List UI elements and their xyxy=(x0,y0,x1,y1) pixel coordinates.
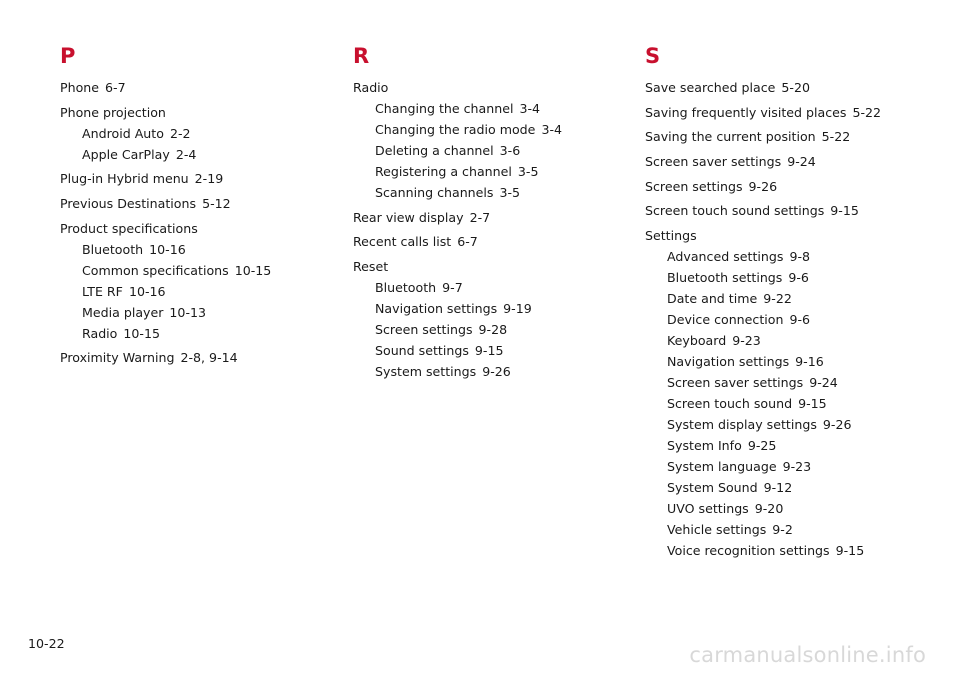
index-subentry xyxy=(645,435,935,456)
index-page-ref: 9-7 xyxy=(442,280,463,296)
index-term: Phone xyxy=(60,80,100,95)
index-page-ref: 10-16 xyxy=(149,241,186,257)
index-subentry xyxy=(645,372,935,393)
index-page-ref: 9-25 xyxy=(747,438,777,454)
index-subentry xyxy=(353,161,643,182)
index-subterm: System language xyxy=(667,459,777,475)
index-entry xyxy=(645,225,935,246)
index-term: Settings xyxy=(645,228,697,244)
index-subterm: System Info xyxy=(667,438,742,454)
index-page-ref: 9-15 xyxy=(830,203,859,219)
index-subterm: System settings xyxy=(375,364,477,380)
index-page-ref: 9-24 xyxy=(787,154,816,170)
index-subterm: Bluetooth xyxy=(82,241,144,257)
index-entry xyxy=(353,77,643,98)
index-subentry xyxy=(353,277,643,298)
index-subentry xyxy=(645,351,935,372)
index-subentry xyxy=(645,330,935,351)
index-subterm: Android Auto xyxy=(82,125,164,141)
index-subentry xyxy=(60,260,350,281)
index-subentry xyxy=(645,477,935,498)
index-term: Reset xyxy=(353,259,389,275)
index-subterm: Bluetooth settings xyxy=(667,270,783,286)
index-subterm: Scanning channels xyxy=(375,185,494,200)
index-column-p xyxy=(60,44,350,372)
page-number: 10-22 xyxy=(28,636,65,651)
index-term: Screen saver settings xyxy=(645,154,782,170)
index-subterm: Keyboard xyxy=(667,333,727,349)
index-subentry xyxy=(60,302,350,323)
index-page-ref: 10-13 xyxy=(169,304,207,320)
index-subentry xyxy=(60,144,350,165)
index-subentry xyxy=(60,323,350,344)
index-subentry xyxy=(645,456,935,477)
index-subentry xyxy=(645,498,935,519)
index-letter-heading: S xyxy=(645,44,661,68)
index-page-ref: 10-15 xyxy=(234,262,272,278)
index-term: Saving frequently visited places xyxy=(645,104,847,120)
index-subterm: UVO settings xyxy=(667,501,749,517)
index-page-ref: 2-4 xyxy=(175,146,197,162)
index-page-ref: 6-7 xyxy=(105,80,126,95)
index-subterm: Media player xyxy=(82,304,164,320)
index-page-ref: 9-15 xyxy=(474,343,504,359)
index-page-ref: 9-26 xyxy=(748,178,778,194)
index-subentry xyxy=(353,319,643,340)
index-entry xyxy=(645,200,935,221)
index-subentry xyxy=(60,281,350,302)
index-page-ref: 10-15 xyxy=(123,325,160,341)
index-entry xyxy=(645,77,935,98)
index-entry xyxy=(60,168,350,189)
index-page-ref: 2-7 xyxy=(469,209,491,225)
index-page-ref: 2-8, 9-14 xyxy=(180,350,238,366)
index-entry xyxy=(353,256,643,277)
index-term: Proximity Warning xyxy=(60,350,175,366)
index-page-ref: 2-19 xyxy=(194,171,224,187)
watermark: carmanualsonline.info xyxy=(689,643,926,667)
index-subentry xyxy=(353,340,643,361)
index-term: Plug-in Hybrid menu xyxy=(60,171,189,187)
index-page-ref: 5-22 xyxy=(821,129,851,145)
index-subterm: Radio xyxy=(82,325,118,341)
index-subentry xyxy=(645,414,935,435)
index-entry xyxy=(645,126,935,147)
index-subterm: Screen touch sound xyxy=(667,396,793,412)
index-subentry xyxy=(645,519,935,540)
index-subterm: Navigation settings xyxy=(375,301,498,317)
index-subterm: Bluetooth xyxy=(375,280,437,296)
index-page-ref: 9-26 xyxy=(482,364,511,380)
index-page-ref: 9-12 xyxy=(763,480,793,496)
index-entry xyxy=(353,231,643,252)
index-subentry xyxy=(645,393,935,414)
index-page-ref: 3-4 xyxy=(519,101,541,116)
index-page-ref: 9-20 xyxy=(754,501,784,517)
index-subterm: Voice recognition settings xyxy=(667,543,830,559)
index-subterm: Screen saver settings xyxy=(667,375,804,391)
index-entry xyxy=(645,102,935,123)
index-column-s xyxy=(645,44,935,565)
index-page-ref: 9-6 xyxy=(788,270,809,286)
index-entry xyxy=(353,207,643,228)
index-entry xyxy=(60,218,350,239)
index-term: Previous Destinations xyxy=(60,196,197,212)
index-subterm: Navigation settings xyxy=(667,354,790,370)
index-column-r xyxy=(353,44,643,386)
index-subentry xyxy=(645,267,935,288)
index-page-ref: 9-24 xyxy=(809,375,838,391)
index-subentry xyxy=(645,288,935,309)
index-page-ref: 9-2 xyxy=(772,522,793,538)
index-page-ref: 9-6 xyxy=(789,312,811,328)
index-term: Radio xyxy=(353,80,389,95)
index-subentry xyxy=(645,246,935,267)
index-page-ref: 9-8 xyxy=(789,249,811,265)
index-page-ref: 5-22 xyxy=(852,104,882,120)
index-page-ref: 2-2 xyxy=(169,125,191,141)
index-term: Recent calls list xyxy=(353,234,452,250)
index-subentry xyxy=(353,298,643,319)
index-subterm: LTE RF xyxy=(82,283,123,299)
index-page-ref: 3-5 xyxy=(499,185,521,200)
index-page-ref: 9-16 xyxy=(795,354,824,370)
index-page-ref: 6-7 xyxy=(457,234,478,250)
index-term: Save searched place xyxy=(645,80,776,95)
index-letter-heading: R xyxy=(353,44,370,68)
index-subterm: Vehicle settings xyxy=(667,522,767,538)
index-letter-heading: P xyxy=(60,44,76,68)
index-page-ref: 9-23 xyxy=(732,333,761,349)
index-subentry xyxy=(60,123,350,144)
index-subterm: Apple CarPlay xyxy=(82,146,170,162)
index-subterm: Device connection xyxy=(667,312,784,328)
index-page-ref: 10-16 xyxy=(128,283,166,299)
index-subentry xyxy=(645,309,935,330)
index-entry xyxy=(60,193,350,214)
index-subterm: Deleting a channel xyxy=(375,143,494,158)
index-page-ref: 3-4 xyxy=(541,122,563,137)
index-term: Product specifications xyxy=(60,220,198,236)
index-subentry xyxy=(353,98,643,119)
index-page-ref: 9-23 xyxy=(782,459,812,475)
index-subentry xyxy=(353,119,643,140)
index-page-ref: 9-26 xyxy=(822,417,852,433)
index-subterm: Sound settings xyxy=(375,343,469,359)
index-subterm: Date and time xyxy=(667,291,758,307)
index-subterm: System Sound xyxy=(667,480,758,496)
index-term: Screen touch sound settings xyxy=(645,203,825,219)
index-term: Rear view display xyxy=(353,209,464,225)
index-subterm: Registering a channel xyxy=(375,164,512,179)
index-page-ref: 5-12 xyxy=(202,196,231,212)
index-subentry xyxy=(353,361,643,382)
index-page-ref: 3-6 xyxy=(499,143,521,158)
index-entry xyxy=(645,176,935,197)
index-page-ref: 5-20 xyxy=(781,80,810,95)
index-term: Saving the current position xyxy=(645,129,816,145)
index-subentry xyxy=(645,540,935,561)
index-subterm: Advanced settings xyxy=(667,249,784,265)
index-page-ref: 9-15 xyxy=(835,543,865,559)
index-entry xyxy=(60,347,350,368)
index-term: Phone projection xyxy=(60,104,166,120)
index-page-ref: 9-28 xyxy=(478,322,508,338)
index-entry xyxy=(60,77,350,98)
index-page-ref: 9-15 xyxy=(798,396,827,412)
index-page-ref: 3-5 xyxy=(517,164,539,179)
index-term: Screen settings xyxy=(645,178,743,194)
index-subterm: Changing the channel xyxy=(375,101,514,116)
index-subterm: System display settings xyxy=(667,417,817,433)
index-entry xyxy=(60,102,350,123)
index-subterm: Common specifications xyxy=(82,262,229,278)
index-page-ref: 9-19 xyxy=(503,301,532,317)
index-subentry xyxy=(353,140,643,161)
index-entry xyxy=(645,151,935,172)
index-subentry xyxy=(60,239,350,260)
index-subterm: Screen settings xyxy=(375,322,473,338)
index-subentry xyxy=(353,182,643,203)
index-page-ref: 9-22 xyxy=(763,291,792,307)
index-subterm: Changing the radio mode xyxy=(375,122,536,137)
